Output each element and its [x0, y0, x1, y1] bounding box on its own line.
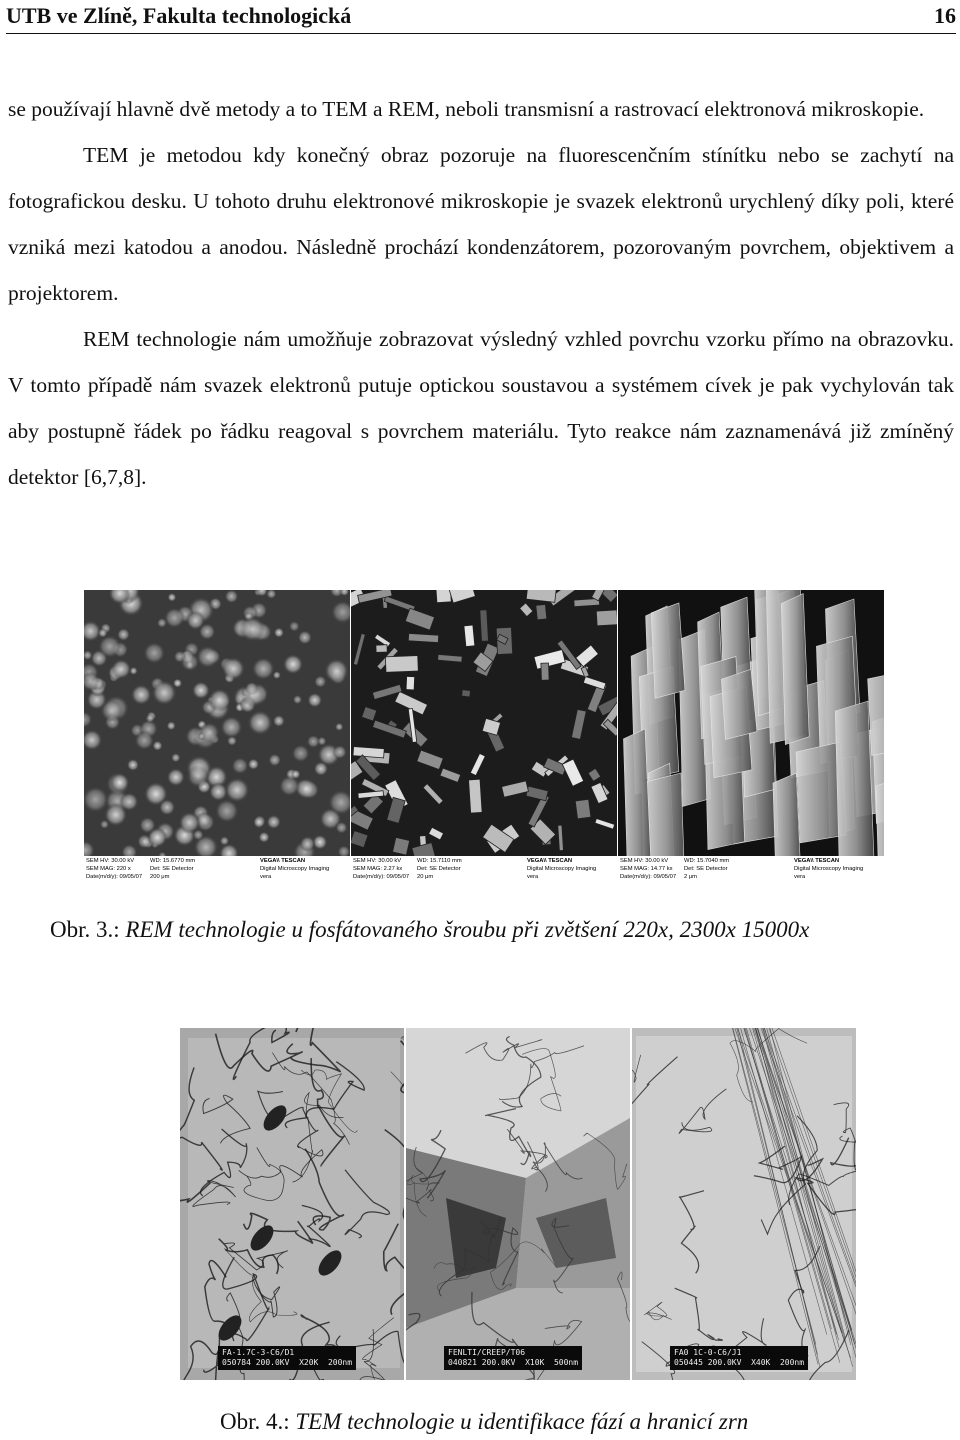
sem-image-plates: [618, 590, 884, 856]
sem-user: vera: [527, 874, 539, 880]
sem-image-rough-surface: [84, 590, 350, 856]
figure-3-images: [84, 590, 884, 882]
paragraph: REM technologie nám umožňuje zobrazovat výsledný vzhled povrchu vzorku přímo na obrazovku. V tomto případě nám svazek elektronů putuje optickou soustavou a systémem cívek je pak vychylován tak aby postupně řádek po řádku reagoval s povrchem materiálu. Tyto reakce nám zaznamenává již zmíněný detektor [6,7,8].: [8, 327, 954, 489]
sem-image-crystals: [351, 590, 617, 856]
sem-brand: VEGA\\ TESCAN: [527, 858, 573, 864]
tem-micrograph-3: [632, 1028, 856, 1380]
sem-wd: WD: 15.7110 mm: [417, 858, 462, 864]
caption-label: Obr. 3.:: [50, 917, 126, 942]
sem-date: Date(m/d/y): 09/05/07: [86, 874, 143, 880]
header-institution: UTB ve Zlíně, Fakulta technologická: [6, 3, 352, 28]
tem-label-params: 040821 200.0KV X10K 500nm: [448, 1358, 579, 1367]
tem-micrograph-1: [180, 1028, 404, 1380]
header-page-number: 16: [934, 3, 956, 28]
tem-label-params: 050445 200.0KV X40K 200nm: [674, 1358, 805, 1367]
tem-image-grains: [406, 1028, 630, 1380]
body-text: [8, 86, 954, 500]
tem-image-boundary: [632, 1028, 856, 1380]
caption-label: Obr. 4.:: [220, 1409, 296, 1434]
tem-data-label: [218, 1346, 356, 1370]
caption-text: REM technologie u fosfátovaného šroubu při zvětšení 220x, 2300x 15000x: [125, 917, 810, 942]
tem-label-id: FA0 1C-0-C6/J1: [674, 1348, 742, 1357]
sem-user: vera: [260, 874, 272, 880]
sem-info-bar: [618, 856, 884, 882]
sem-date: Date(m/d/y): 09/05/07: [353, 874, 410, 880]
header-divider: [6, 33, 956, 34]
tem-label-id: FA-1.7C-3-C6/D1: [222, 1348, 295, 1357]
tem-data-label: [670, 1346, 808, 1370]
sem-wd: WD: 15.6770 mm: [150, 858, 196, 864]
paragraph: TEM je metodou kdy konečný obraz pozoruje na fluorescenčním stínítku nebo se zachytí na fotografickou desku. U tohoto druhu elektronové mikroskopie je svazek elektronů urychlený díky poli, které vzniká mezi katodou a anodou. Následně prochází kondenzátorem, pozorovaným povrchem, objektivem a projektorem.: [8, 143, 954, 305]
sem-mag: SEM MAG: 220 x: [86, 866, 131, 872]
sem-brand: VEGA\\ TESCAN: [260, 858, 306, 864]
sem-mag: SEM MAG: 2.27 kx: [353, 866, 403, 872]
tem-label-params: 050784 200.0KV X20K 200nm: [222, 1358, 353, 1367]
sem-dmi: Digital Microscopy Imaging: [794, 866, 864, 872]
sem-scale: 200 μm: [150, 874, 170, 880]
figure-4-images: [180, 1028, 860, 1380]
sem-micrograph-220x: [84, 590, 350, 882]
sem-info-bar: [351, 856, 617, 882]
caption-text: TEM technologie u identifikace fází a hranicí zrn: [295, 1409, 749, 1434]
figure-4-caption: [220, 1409, 748, 1435]
sem-scale: 20 μm: [417, 874, 434, 880]
sem-brand: VEGA\\ TESCAN: [794, 858, 840, 864]
tem-label-id: FENLTI/CREEP/T06: [448, 1348, 526, 1357]
sem-dmi: Digital Microscopy Imaging: [527, 866, 597, 872]
sem-det: Det: SE Detector: [684, 866, 728, 872]
sem-micrograph-2300x: [351, 590, 617, 882]
tem-data-label: [444, 1346, 582, 1370]
sem-scale: 2 μm: [684, 874, 698, 880]
tem-image-dislocations: [180, 1028, 404, 1380]
sem-date: Date(m/d/y): 09/05/07: [620, 874, 677, 880]
tem-micrograph-2: [406, 1028, 630, 1380]
sem-info-bar: [84, 856, 350, 882]
sem-user: vera: [794, 874, 806, 880]
sem-hv: SEM HV: 30.00 kV: [620, 858, 669, 864]
sem-det: Det: SE Detector: [150, 866, 194, 872]
paragraph: se používají hlavně dvě metody a to TEM a REM, neboli transmisní a rastrovací elektronová mikroskopie.: [8, 97, 925, 121]
sem-det: Det: SE Detector: [417, 866, 461, 872]
sem-micrograph-15000x: [618, 590, 884, 882]
sem-hv: SEM HV: 30.00 kV: [86, 858, 135, 864]
sem-hv: SEM HV: 30.00 kV: [353, 858, 402, 864]
sem-wd: WD: 15.7040 mm: [684, 858, 730, 864]
page-header: [6, 0, 956, 32]
sem-mag: SEM MAG: 14.77 kx: [620, 866, 673, 872]
sem-dmi: Digital Microscopy Imaging: [260, 866, 330, 872]
figure-3-caption: [50, 917, 809, 943]
